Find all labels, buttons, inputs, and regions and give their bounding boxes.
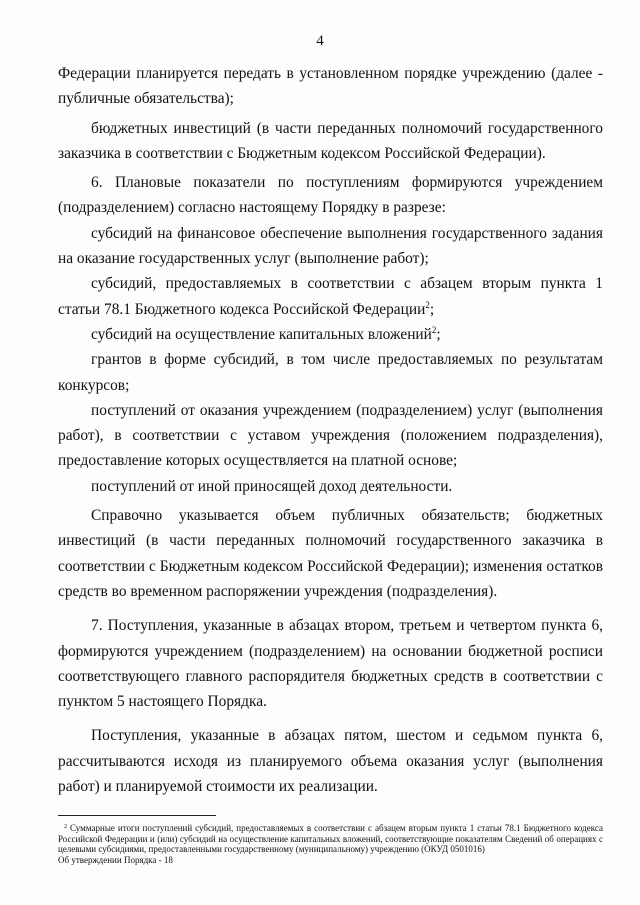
document-body xyxy=(58,61,603,799)
footnote-ref: 2 xyxy=(425,299,430,310)
footnotes xyxy=(58,823,603,865)
paragraph-11: 7. Поступления, указанные в абзацах втором, третьем и четвертом пункта 6, формируются учреждением (подразделением) на основании бюджетной росписи соответствующего главного распорядителя бюджетных средств в соответствии с пунктом 5 настоящего Порядка. xyxy=(58,617,603,711)
paragraph-8: поступлений от оказания учреждением (подразделением) услуг (выполнения работ), в соответствии с уставом учреждения (положением подразделения), предоставление которых осуществляется на платной основе; xyxy=(58,401,603,470)
paragraph-12: Поступления, указанные в абзацах пятом, шестом и седьмом пункта 6, рассчитываются исходя из планируемого объема оказания услуг (выполнения работ) и планируемой стоимости их реализации. xyxy=(58,727,603,796)
paragraph-5: субсидий, предоставляемых в соответствии с абзацем вторым пункта 1 статьи 78.1 Бюджетного кодекса Российской Федерации$^2$; xyxy=(58,275,603,318)
paragraph-9: поступлений от иной приносящей доход деятельности. xyxy=(91,477,453,495)
paragraph-4: субсидий на финансовое обеспечение выполнения государственного задания на оказание государственных услуг (выполнение работ); xyxy=(58,224,603,268)
footnote-marker: 2 xyxy=(64,824,67,830)
paragraph-3: 6. Плановые показатели по поступлениям формируются учреждением (подразделением) согласно настоящему Порядку в разрезе: xyxy=(58,174,603,217)
footnote-2: $^2$ Суммарные итоги поступлений субсидий, предоставляемых в соответствии с абзацем вторым пункта 1 статьи 78.1 Бюджетного кодекса Российской Федерации и (или) субсидий на осуществление капитальных вложений, соответствующие показателям Сведений об операциях с целевыми субсидиями, предоставленными государственному (муниципальному) учреждению (ОКУД 0501016) xyxy=(58,823,603,855)
paragraph-1: Федерации планируется передать в установленном порядке учреждению (далее - публичные обязательства); xyxy=(58,65,603,108)
paragraph-7: грантов в форме субсидий, в том числе предоставляемых по результатам конкурсов; xyxy=(58,351,603,394)
footnote-divider xyxy=(58,815,216,816)
paragraph-10: Справочно указывается объем публичных обязательств; бюджетных инвестиций (в части переданных полномочий государственного заказчика в соответствии с Бюджетным кодексом Российской Федерации); изменения остатков средств во временном распоряжении учреждения (подразделения). xyxy=(58,507,603,600)
paragraph-6: субсидий на осуществление капитальных вложений$^2$; xyxy=(91,324,441,343)
footnote-ref: 2 xyxy=(431,324,437,335)
page-number: 4 xyxy=(316,33,324,49)
paragraph-2: бюджетных инвестиций (в части переданных полномочий государственного заказчика в соответствии с Бюджетным кодексом Российской Федерации). xyxy=(58,119,603,162)
footer-note: Об утверждении Порядка - 18 xyxy=(58,854,173,865)
